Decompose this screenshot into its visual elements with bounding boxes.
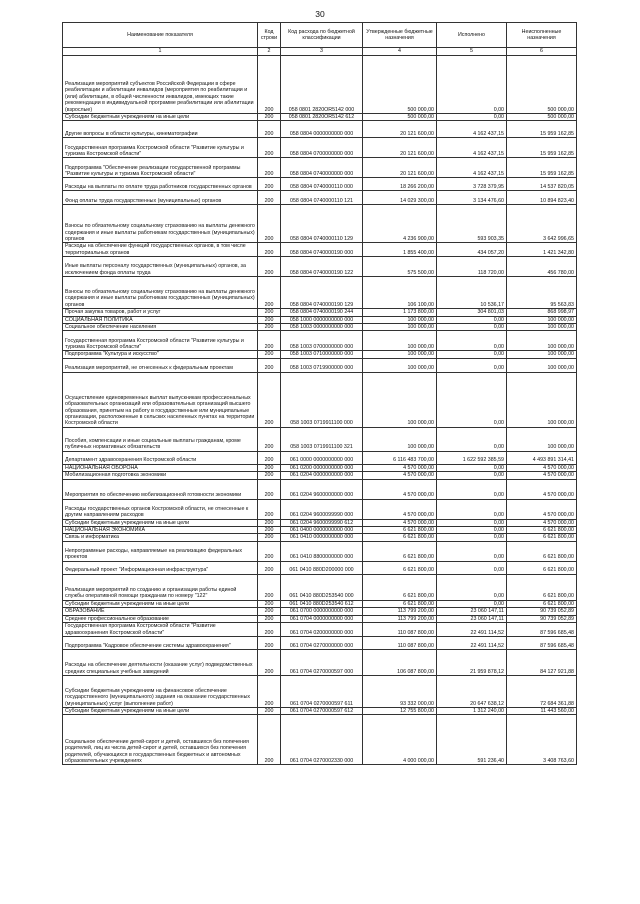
table-row <box>63 499 577 519</box>
row-approved: 110 087 800,00 <box>363 636 437 649</box>
row-unexecuted: 11 443 560,00 <box>507 707 577 714</box>
row-unexecuted: 15 959 162,85 <box>507 138 577 158</box>
page-number: 30 <box>315 9 325 19</box>
header-approved: Утвержденные бюджетные назначения <box>363 23 437 48</box>
row-approved: 1 855 400,00 <box>363 243 437 257</box>
row-unexecuted: 14 537 820,05 <box>507 178 577 191</box>
row-line-code: 200 <box>258 561 281 574</box>
row-executed: 1 622 592 385,59 <box>437 451 507 464</box>
row-name: Расходы на выплаты по оплате труда работников государственных органов <box>63 178 258 191</box>
row-approved: 6 116 483 700,00 <box>363 451 437 464</box>
row-unexecuted: 87 596 685,48 <box>507 636 577 649</box>
row-budget-code: 061 0204 9600000000 000 <box>281 479 363 499</box>
row-executed: 4 162 437,15 <box>437 138 507 158</box>
table-row <box>63 178 577 191</box>
table-row <box>63 464 577 471</box>
row-line-code: 200 <box>258 56 281 114</box>
table-row <box>63 451 577 464</box>
row-name: Реализация мероприятий по созданию и организации работы единой службы оперативной помощи гражданам по номеру "122" <box>63 574 258 600</box>
row-budget-code: 058 0804 0740000110 129 <box>281 205 363 243</box>
row-approved: 100 000,00 <box>363 324 437 331</box>
row-line-code: 200 <box>258 191 281 205</box>
row-budget-code: 058 1003 0719911100 000 <box>281 372 363 427</box>
row-unexecuted: 90 739 052,89 <box>507 615 577 622</box>
table-row <box>63 243 577 257</box>
row-approved: 6 621 800,00 <box>363 600 437 607</box>
row-unexecuted: 500 000,00 <box>507 114 577 121</box>
row-budget-code: 061 0704 0270000597 612 <box>281 707 363 714</box>
row-budget-code: 061 0410 0000000000 000 <box>281 534 363 541</box>
row-approved: 106 100,00 <box>363 277 437 309</box>
row-budget-code: 058 0804 0740000190 244 <box>281 309 363 316</box>
row-budget-code: 061 0704 0270000000 000 <box>281 636 363 649</box>
table-row <box>63 114 577 121</box>
row-budget-code: 061 0704 0270000597 000 <box>281 649 363 675</box>
row-approved: 113 799 200,00 <box>363 608 437 615</box>
row-name: Реализация мероприятий субъектов Российской Федерации в сфере реабилитации и абилитации инвалидов (мероприятия по реабилитации и (или) абилитации, в общей численности инвалидов, имеющих такие рекомендации в индивидуальной программе реабилитации или абилитации (взрослые) <box>63 56 258 114</box>
row-budget-code: 061 0410 880D253540 000 <box>281 574 363 600</box>
table-row <box>63 600 577 607</box>
row-approved: 20 121 600,00 <box>363 158 437 178</box>
row-line-code: 200 <box>258 608 281 615</box>
row-budget-code: 061 0204 9600099990 000 <box>281 499 363 519</box>
row-executed: 0,00 <box>437 561 507 574</box>
row-approved: 4 570 000,00 <box>363 479 437 499</box>
row-name: Фонд оплаты труда государственных (муниципальных) органов <box>63 191 258 205</box>
row-name: Подпрограмма "Кадровое обеспечение системы здравоохранения" <box>63 636 258 649</box>
row-approved: 20 121 600,00 <box>363 121 437 138</box>
table-row <box>63 615 577 622</box>
row-name: НАЦИОНАЛЬНАЯ ОБОРОНА <box>63 464 258 471</box>
row-line-code: 200 <box>258 574 281 600</box>
row-line-code: 200 <box>258 358 281 372</box>
row-budget-code: 061 0704 0270002330 000 <box>281 715 363 765</box>
row-approved: 6 621 800,00 <box>363 541 437 561</box>
row-budget-code: 058 1003 0710000000 000 <box>281 351 363 358</box>
row-executed: 304 801,03 <box>437 309 507 316</box>
row-unexecuted: 4 570 000,00 <box>507 464 577 471</box>
row-approved: 575 500,00 <box>363 257 437 277</box>
row-name: Прочая закупка товаров, работ и услуг <box>63 309 258 316</box>
row-name: НАЦИОНАЛЬНАЯ ЭКОНОМИКА <box>63 527 258 534</box>
row-executed: 0,00 <box>437 56 507 114</box>
table-row <box>63 561 577 574</box>
row-executed: 0,00 <box>437 574 507 600</box>
row-unexecuted: 4 493 891 314,41 <box>507 451 577 464</box>
row-executed: 0,00 <box>437 527 507 534</box>
row-executed: 0,00 <box>437 331 507 351</box>
row-name: Социальное обеспечение населения <box>63 324 258 331</box>
row-budget-code: 061 0704 0270000597 611 <box>281 675 363 707</box>
row-executed: 0,00 <box>437 427 507 451</box>
row-unexecuted: 6 621 800,00 <box>507 561 577 574</box>
column-number: 1 <box>63 48 258 56</box>
row-name: Связь и информатика <box>63 534 258 541</box>
row-approved: 4 570 000,00 <box>363 519 437 526</box>
row-executed: 0,00 <box>437 499 507 519</box>
table-row <box>63 158 577 178</box>
row-line-code: 200 <box>258 158 281 178</box>
row-executed: 0,00 <box>437 351 507 358</box>
row-name: Пособия, компенсации и иные социальные выплаты гражданам, кроме публичных нормативных обязательств <box>63 427 258 451</box>
row-executed: 593 903,35 <box>437 205 507 243</box>
row-line-code: 200 <box>258 600 281 607</box>
row-name: СОЦИАЛЬНАЯ ПОЛИТИКА <box>63 316 258 323</box>
row-executed: 0,00 <box>437 114 507 121</box>
row-executed: 22 491 114,52 <box>437 623 507 637</box>
row-unexecuted: 4 570 000,00 <box>507 472 577 479</box>
header-executed: Исполнено <box>437 23 507 48</box>
column-number-row <box>63 48 577 56</box>
row-unexecuted: 868 998,97 <box>507 309 577 316</box>
row-budget-code: 058 0801 2820OR5142 000 <box>281 56 363 114</box>
row-unexecuted: 15 959 162,85 <box>507 158 577 178</box>
row-line-code: 200 <box>258 351 281 358</box>
row-name: Социальное обеспечение детей-сирот и детей, оставшихся без попечения родителей, лиц из числа детей-сирот и детей, оставшихся без попечения родителей, обучающихся в государственных бюджетных и автономных образовательных учреждениях <box>63 715 258 765</box>
row-executed: 3 134 476,60 <box>437 191 507 205</box>
row-line-code: 200 <box>258 316 281 323</box>
row-name: Подпрограмма "Культура и искусство" <box>63 351 258 358</box>
row-approved: 1 173 800,00 <box>363 309 437 316</box>
row-budget-code: 061 0700 0000000000 000 <box>281 608 363 615</box>
row-name: Субсидии бюджетным учреждениям на иные цели <box>63 707 258 714</box>
header-line-code: Код строки <box>258 23 281 48</box>
row-executed: 0,00 <box>437 472 507 479</box>
table-row <box>63 358 577 372</box>
row-executed: 0,00 <box>437 479 507 499</box>
row-line-code: 200 <box>258 277 281 309</box>
row-line-code: 200 <box>258 205 281 243</box>
row-approved: 6 621 800,00 <box>363 561 437 574</box>
row-approved: 4 000 000,00 <box>363 715 437 765</box>
row-unexecuted: 6 621 800,00 <box>507 600 577 607</box>
table-row <box>63 519 577 526</box>
row-name: Департамент здравоохранения Костромской области <box>63 451 258 464</box>
row-line-code: 200 <box>258 372 281 427</box>
row-approved: 4 570 000,00 <box>363 464 437 471</box>
row-line-code: 200 <box>258 707 281 714</box>
row-executed: 23 060 147,11 <box>437 615 507 622</box>
table-row <box>63 427 577 451</box>
table-row <box>63 541 577 561</box>
row-budget-code: 061 0204 9600099990 612 <box>281 519 363 526</box>
row-budget-code: 058 0804 0740000110 000 <box>281 178 363 191</box>
row-budget-code: 061 0200 0000000000 000 <box>281 464 363 471</box>
row-executed: 4 162 437,15 <box>437 158 507 178</box>
column-number: 5 <box>437 48 507 56</box>
row-name: Расходы государственных органов Костромской области, не отнесенные к другим направлениям расходов <box>63 499 258 519</box>
row-unexecuted: 100 000,00 <box>507 324 577 331</box>
row-line-code: 200 <box>258 527 281 534</box>
row-budget-code: 058 1000 0000000000 000 <box>281 316 363 323</box>
table-row <box>63 121 577 138</box>
row-approved: 14 029 300,00 <box>363 191 437 205</box>
row-name: Другие вопросы в области культуры, кинематографии <box>63 121 258 138</box>
row-budget-code: 061 0000 0000000000 000 <box>281 451 363 464</box>
row-unexecuted: 95 563,83 <box>507 277 577 309</box>
table-row <box>63 56 577 114</box>
table-row <box>63 205 577 243</box>
row-unexecuted: 1 421 342,80 <box>507 243 577 257</box>
row-approved: 110 087 800,00 <box>363 623 437 637</box>
row-executed: 118 720,00 <box>437 257 507 277</box>
row-approved: 500 000,00 <box>363 114 437 121</box>
row-budget-code: 061 0410 880D200000 000 <box>281 561 363 574</box>
row-approved: 4 236 900,00 <box>363 205 437 243</box>
row-name: Взносы по обязательному социальному страхованию на выплаты денежного содержания и иные выплаты работникам государственных (муниципальных) органов <box>63 205 258 243</box>
row-unexecuted: 6 621 800,00 <box>507 527 577 534</box>
table-row <box>63 257 577 277</box>
row-approved: 4 570 000,00 <box>363 472 437 479</box>
row-name: Расходы на обеспечение функций государственных органов, в том числе территориальных органов <box>63 243 258 257</box>
row-unexecuted: 4 570 000,00 <box>507 519 577 526</box>
row-executed: 0,00 <box>437 372 507 427</box>
row-name: Государственная программа Костромской области "Развитие здравоохранения Костромской области" <box>63 623 258 637</box>
row-budget-code: 061 0400 0000000000 000 <box>281 527 363 534</box>
row-budget-code: 061 0704 0000000000 000 <box>281 615 363 622</box>
row-line-code: 200 <box>258 464 281 471</box>
row-line-code: 200 <box>258 636 281 649</box>
table-row <box>63 191 577 205</box>
table-row <box>63 675 577 707</box>
row-approved: 12 755 800,00 <box>363 707 437 714</box>
row-name: Реализация мероприятий, не отнесенных к федеральным проектам <box>63 358 258 372</box>
row-approved: 18 266 200,00 <box>363 178 437 191</box>
row-name: Мероприятия по обеспечению мобилизационной готовности экономики <box>63 479 258 499</box>
row-approved: 113 799 200,00 <box>363 615 437 622</box>
header-unexecuted: Неисполненные назначения <box>507 23 577 48</box>
row-name: Непрограммные расходы, направляемые на реализацию федеральных проектов <box>63 541 258 561</box>
row-unexecuted: 100 000,00 <box>507 372 577 427</box>
row-executed: 20 647 638,12 <box>437 675 507 707</box>
row-approved: 93 332 000,00 <box>363 675 437 707</box>
row-approved: 100 000,00 <box>363 372 437 427</box>
row-budget-code: 058 0804 0740000190 122 <box>281 257 363 277</box>
row-line-code: 200 <box>258 243 281 257</box>
table-row <box>63 277 577 309</box>
row-line-code: 200 <box>258 649 281 675</box>
row-approved: 500 000,00 <box>363 56 437 114</box>
row-line-code: 200 <box>258 427 281 451</box>
table-row <box>63 331 577 351</box>
row-budget-code: 058 1003 0000000000 000 <box>281 324 363 331</box>
table-row <box>63 472 577 479</box>
row-line-code: 200 <box>258 541 281 561</box>
column-number: 6 <box>507 48 577 56</box>
row-approved: 100 000,00 <box>363 358 437 372</box>
row-line-code: 200 <box>258 615 281 622</box>
row-unexecuted: 500 000,00 <box>507 56 577 114</box>
row-budget-code: 058 0804 0740000000 000 <box>281 158 363 178</box>
row-unexecuted: 87 596 685,48 <box>507 623 577 637</box>
row-unexecuted: 90 739 052,89 <box>507 608 577 615</box>
row-unexecuted: 100 000,00 <box>507 358 577 372</box>
row-name: Осуществление единовременных выплат выпускникам профессиональных образовательных организаций или образовательных организаций высшего образования, принятым на работу в государственные или муниципальные организации, расположенные в сельских населенных пунктах на территории Костромской области <box>63 372 258 427</box>
row-budget-code: 058 1003 0719900000 000 <box>281 358 363 372</box>
row-budget-code: 058 0804 0740000110 121 <box>281 191 363 205</box>
table-row <box>63 324 577 331</box>
row-approved: 106 087 800,00 <box>363 649 437 675</box>
table-row <box>63 574 577 600</box>
row-executed: 0,00 <box>437 464 507 471</box>
row-approved: 100 000,00 <box>363 331 437 351</box>
column-number: 4 <box>363 48 437 56</box>
row-executed: 434 057,20 <box>437 243 507 257</box>
table-row <box>63 636 577 649</box>
row-budget-code: 058 1003 0719911100 321 <box>281 427 363 451</box>
column-number: 2 <box>258 48 281 56</box>
row-executed: 0,00 <box>437 316 507 323</box>
table-row <box>63 138 577 158</box>
row-name: Среднее профессиональное образование <box>63 615 258 622</box>
row-approved: 4 570 000,00 <box>363 499 437 519</box>
row-unexecuted: 456 780,00 <box>507 257 577 277</box>
row-executed: 0,00 <box>437 519 507 526</box>
row-line-code: 200 <box>258 114 281 121</box>
row-budget-code: 058 0804 0740000190 129 <box>281 277 363 309</box>
table-row <box>63 623 577 637</box>
row-name: Субсидии бюджетным учреждениям на иные цели <box>63 519 258 526</box>
row-line-code: 200 <box>258 479 281 499</box>
table-row <box>63 316 577 323</box>
row-unexecuted: 84 127 921,88 <box>507 649 577 675</box>
header-budget-code: Код расхода по бюджетной классификации <box>281 23 363 48</box>
row-budget-code: 058 0804 0700000000 000 <box>281 138 363 158</box>
table-body <box>63 56 577 765</box>
row-line-code: 200 <box>258 257 281 277</box>
table-header-row <box>63 23 577 48</box>
row-name: Подпрограмма "Обеспечение реализации государственной программы "Развитие культуры и туризма Костромской области" <box>63 158 258 178</box>
row-unexecuted: 4 570 000,00 <box>507 479 577 499</box>
column-number: 3 <box>281 48 363 56</box>
row-name: Субсидии бюджетным учреждениям на иные цели <box>63 600 258 607</box>
row-budget-code: 061 0204 0000000000 000 <box>281 472 363 479</box>
row-unexecuted: 72 684 361,88 <box>507 675 577 707</box>
row-unexecuted: 100 000,00 <box>507 427 577 451</box>
table-row <box>63 608 577 615</box>
table-row <box>63 479 577 499</box>
row-name: Федеральный проект "Информационная инфраструктура" <box>63 561 258 574</box>
row-line-code: 200 <box>258 138 281 158</box>
row-executed: 0,00 <box>437 324 507 331</box>
row-executed: 10 536,17 <box>437 277 507 309</box>
row-unexecuted: 6 621 800,00 <box>507 541 577 561</box>
row-line-code: 200 <box>258 331 281 351</box>
row-line-code: 200 <box>258 178 281 191</box>
row-unexecuted: 6 621 800,00 <box>507 534 577 541</box>
row-unexecuted: 100 000,00 <box>507 331 577 351</box>
table-row <box>63 309 577 316</box>
row-name: ОБРАЗОВАНИЕ <box>63 608 258 615</box>
row-executed: 1 312 240,00 <box>437 707 507 714</box>
row-name: Взносы по обязательному социальному страхованию на выплаты денежного содержания и иные выплаты работникам государственных (муниципальных) органов <box>63 277 258 309</box>
row-name: Государственная программа Костромской области "Развитие культуры и туризма Костромской области" <box>63 331 258 351</box>
row-approved: 6 621 800,00 <box>363 534 437 541</box>
row-unexecuted: 3 642 996,65 <box>507 205 577 243</box>
row-executed: 0,00 <box>437 534 507 541</box>
row-line-code: 200 <box>258 451 281 464</box>
row-executed: 21 959 878,12 <box>437 649 507 675</box>
row-unexecuted: 100 000,00 <box>507 351 577 358</box>
row-line-code: 200 <box>258 121 281 138</box>
row-name: Расходы на обеспечение деятельности (оказание услуг) подведомственных средних специальных учебных заведений <box>63 649 258 675</box>
table-row <box>63 351 577 358</box>
table-row <box>63 707 577 714</box>
row-budget-code: 058 0804 0740000190 000 <box>281 243 363 257</box>
row-executed: 0,00 <box>437 600 507 607</box>
row-executed: 591 236,40 <box>437 715 507 765</box>
row-budget-code: 058 0804 0000000000 000 <box>281 121 363 138</box>
row-approved: 100 000,00 <box>363 351 437 358</box>
row-executed: 0,00 <box>437 541 507 561</box>
row-executed: 22 491 114,52 <box>437 636 507 649</box>
row-name: Иные выплаты персоналу государственных (муниципальных) органов, за исключением фонда оплаты труда <box>63 257 258 277</box>
row-line-code: 200 <box>258 324 281 331</box>
row-line-code: 200 <box>258 623 281 637</box>
row-budget-code: 061 0704 0200000000 000 <box>281 623 363 637</box>
row-approved: 20 121 600,00 <box>363 138 437 158</box>
table-row <box>63 649 577 675</box>
row-line-code: 200 <box>258 472 281 479</box>
row-budget-code: 058 1003 0700000000 000 <box>281 331 363 351</box>
row-unexecuted: 100 000,00 <box>507 316 577 323</box>
row-approved: 6 621 800,00 <box>363 527 437 534</box>
row-name: Субсидии бюджетным учреждениям на иные цели <box>63 114 258 121</box>
table-row <box>63 534 577 541</box>
row-line-code: 200 <box>258 499 281 519</box>
row-approved: 100 000,00 <box>363 316 437 323</box>
row-budget-code: 061 0410 8800000000 000 <box>281 541 363 561</box>
header-name: Наименование показателя <box>63 23 258 48</box>
row-line-code: 200 <box>258 534 281 541</box>
row-approved: 100 000,00 <box>363 427 437 451</box>
table-row <box>63 527 577 534</box>
row-budget-code: 061 0410 880D253540 612 <box>281 600 363 607</box>
row-budget-code: 058 0801 2820OR5142 612 <box>281 114 363 121</box>
row-executed: 23 060 147,11 <box>437 608 507 615</box>
table-row <box>63 715 577 765</box>
row-unexecuted: 10 894 823,40 <box>507 191 577 205</box>
row-name: Государственная программа Костромской области "Развитие культуры и туризма Костромской области" <box>63 138 258 158</box>
row-line-code: 200 <box>258 309 281 316</box>
row-name: Мобилизационная подготовка экономики <box>63 472 258 479</box>
row-unexecuted: 6 621 800,00 <box>507 574 577 600</box>
table-row <box>63 372 577 427</box>
budget-execution-table <box>62 22 577 765</box>
row-executed: 3 728 379,95 <box>437 178 507 191</box>
row-executed: 4 162 437,15 <box>437 121 507 138</box>
row-unexecuted: 3 408 763,60 <box>507 715 577 765</box>
row-line-code: 200 <box>258 675 281 707</box>
row-line-code: 200 <box>258 715 281 765</box>
row-line-code: 200 <box>258 519 281 526</box>
row-executed: 0,00 <box>437 358 507 372</box>
row-approved: 6 621 800,00 <box>363 574 437 600</box>
row-name: Субсидии бюджетным учреждениям на финансовое обеспечение государственного (муниципального) задания на оказание государственных (муниципальных) услуг (выполнение работ) <box>63 675 258 707</box>
row-unexecuted: 4 570 000,00 <box>507 499 577 519</box>
row-unexecuted: 15 959 162,85 <box>507 121 577 138</box>
